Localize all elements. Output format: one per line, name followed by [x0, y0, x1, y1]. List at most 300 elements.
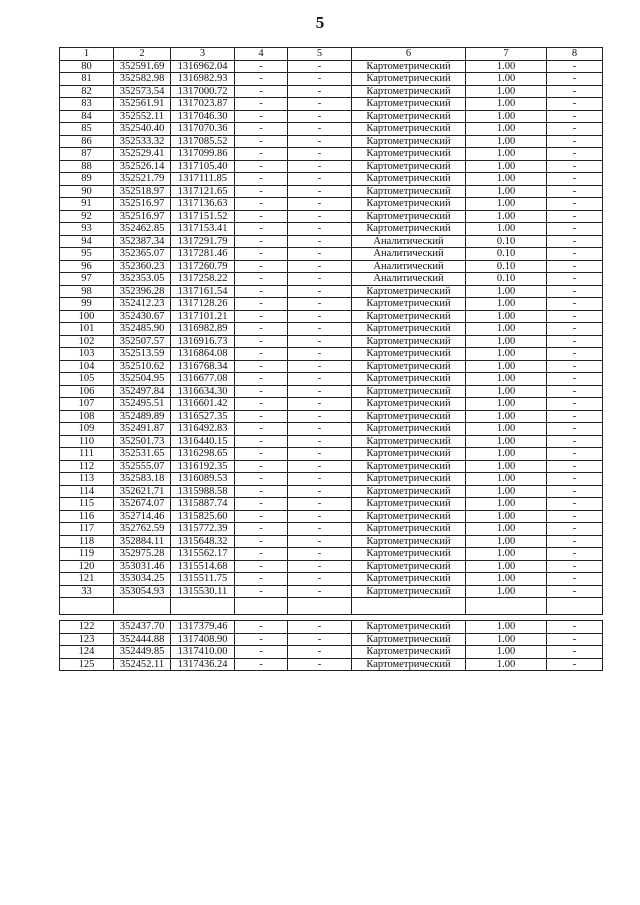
table-row	[60, 373, 603, 386]
table-cell: Картометрический	[352, 410, 466, 423]
table-cell: 110	[60, 435, 114, 448]
table-row	[60, 198, 603, 211]
table-cell: 352412.23	[114, 298, 171, 311]
table-cell: Картометрический	[352, 585, 466, 598]
table-cell: -	[235, 460, 288, 473]
table-cell: 116	[60, 510, 114, 523]
table-cell: Картометрический	[352, 298, 466, 311]
table-cell: 117	[60, 523, 114, 536]
table-cell: 352518.97	[114, 185, 171, 198]
table-row	[60, 658, 603, 671]
table-cell: 1315530.11	[171, 585, 235, 598]
table-cell: 0.10	[466, 273, 547, 286]
table-cell: -	[288, 110, 352, 123]
table-cell: -	[288, 585, 352, 598]
table-cell: 83	[60, 98, 114, 111]
table-cell: 353034.25	[114, 573, 171, 586]
table-cell: 1317161.54	[171, 285, 235, 298]
table-cell: -	[235, 285, 288, 298]
table-cell: Картометрический	[352, 148, 466, 161]
table-cell: -	[547, 185, 603, 198]
table-cell: Картометрический	[352, 160, 466, 173]
table-cell: -	[547, 423, 603, 436]
table-cell: -	[288, 423, 352, 436]
table-cell: 1317379.46	[171, 621, 235, 634]
table-cell: -	[235, 60, 288, 73]
table-row	[60, 60, 603, 73]
table-cell: 352533.32	[114, 135, 171, 148]
table-cell: -	[288, 658, 352, 671]
table-cell: -	[235, 323, 288, 336]
table-row	[60, 173, 603, 186]
table-cell: -	[547, 373, 603, 386]
table-row	[60, 185, 603, 198]
table-cell: Картометрический	[352, 435, 466, 448]
table-cell: Картометрический	[352, 60, 466, 73]
table-cell: 1315887.74	[171, 498, 235, 511]
table-cell: 1315562.17	[171, 548, 235, 561]
table-cell: 1.00	[466, 110, 547, 123]
table-cell: 352521.79	[114, 173, 171, 186]
table-cell: 98	[60, 285, 114, 298]
table-cell: 1.00	[466, 123, 547, 136]
table-cell: Картометрический	[352, 323, 466, 336]
table-cell: -	[547, 548, 603, 561]
table-row	[60, 248, 603, 261]
table-cell: 352555.07	[114, 460, 171, 473]
table-cell: -	[235, 485, 288, 498]
table-cell: Картометрический	[352, 485, 466, 498]
table-cell: -	[547, 560, 603, 573]
table-cell: -	[547, 273, 603, 286]
table-cell: -	[288, 235, 352, 248]
table-cell: 1317260.79	[171, 260, 235, 273]
page-number: 5	[315, 13, 325, 32]
column-header: 5	[288, 48, 352, 61]
table-cell: Картометрический	[352, 448, 466, 461]
table-cell: 1317136.63	[171, 198, 235, 211]
table-cell: 352674.07	[114, 498, 171, 511]
table-cell: -	[547, 473, 603, 486]
table-cell: 115	[60, 498, 114, 511]
table-cell: 1.00	[466, 185, 547, 198]
table-cell: 352437.70	[114, 621, 171, 634]
table-cell: -	[547, 385, 603, 398]
table-row	[60, 210, 603, 223]
table-cell: 1.00	[466, 573, 547, 586]
table-cell: 1316677.08	[171, 373, 235, 386]
table-cell: 1317281.46	[171, 248, 235, 261]
table-cell: 352529.41	[114, 148, 171, 161]
table-cell: 352516.97	[114, 210, 171, 223]
table-cell: -	[235, 348, 288, 361]
table-cell: Картометрический	[352, 335, 466, 348]
table-row	[60, 646, 603, 659]
table-cell: Аналитический	[352, 260, 466, 273]
table-cell: 352552.11	[114, 110, 171, 123]
table-cell: 96	[60, 260, 114, 273]
table-cell: 352540.40	[114, 123, 171, 136]
table-cell: 87	[60, 148, 114, 161]
table-cell: 1.00	[466, 135, 547, 148]
table-cell: -	[235, 360, 288, 373]
table-cell: Картометрический	[352, 498, 466, 511]
table-cell: -	[547, 448, 603, 461]
table-row	[60, 423, 603, 436]
table-cell: -	[235, 210, 288, 223]
table-cell: 1.00	[466, 498, 547, 511]
table-cell: -	[547, 398, 603, 411]
table-cell: 1316089.53	[171, 473, 235, 486]
table-cell: 352444.88	[114, 633, 171, 646]
table-cell: Картометрический	[352, 85, 466, 98]
table-cell: 1.00	[466, 410, 547, 423]
table-cell: 97	[60, 273, 114, 286]
table-cell: Картометрический	[352, 385, 466, 398]
table-cell: 1315511.75	[171, 573, 235, 586]
table-cell: -	[547, 646, 603, 659]
table-header-row	[60, 48, 603, 61]
table-cell: 91	[60, 198, 114, 211]
table-cell: 1317105.40	[171, 160, 235, 173]
table-cell: -	[235, 98, 288, 111]
table-cell: 352561.91	[114, 98, 171, 111]
table-cell: 1316601.42	[171, 398, 235, 411]
table-cell: 352504.95	[114, 373, 171, 386]
table-cell: 1.00	[466, 460, 547, 473]
table-row	[60, 85, 603, 98]
table-cell: -	[235, 73, 288, 86]
table-cell: Аналитический	[352, 235, 466, 248]
table-cell: Картометрический	[352, 633, 466, 646]
table-cell: 1.00	[466, 646, 547, 659]
table-row	[60, 235, 603, 248]
table-cell: -	[547, 573, 603, 586]
table-cell: 352884.11	[114, 535, 171, 548]
table-cell: -	[235, 510, 288, 523]
table-cell: 102	[60, 335, 114, 348]
table-cell: 112	[60, 460, 114, 473]
table-cell: 1317151.52	[171, 210, 235, 223]
table-cell: -	[547, 198, 603, 211]
table-cell: 1.00	[466, 148, 547, 161]
table-cell: 353054.93	[114, 585, 171, 598]
table-cell: 122	[60, 621, 114, 634]
table-cell: -	[547, 210, 603, 223]
table-row	[60, 473, 603, 486]
table-cell: 1317258.22	[171, 273, 235, 286]
table-cell: -	[288, 123, 352, 136]
table-row	[60, 523, 603, 536]
table-cell: -	[235, 398, 288, 411]
table-cell: 352387.34	[114, 235, 171, 248]
table-cell: -	[288, 260, 352, 273]
table-cell: -	[288, 360, 352, 373]
table-cell: -	[288, 435, 352, 448]
table-cell: -	[288, 448, 352, 461]
table-cell: 106	[60, 385, 114, 398]
table-cell: -	[547, 160, 603, 173]
table-row	[60, 460, 603, 473]
table-cell: -	[235, 373, 288, 386]
table-cell: -	[288, 498, 352, 511]
table-cell: 1.00	[466, 585, 547, 598]
table-cell: 1316440.15	[171, 435, 235, 448]
table-cell: 1.00	[466, 98, 547, 111]
table-cell: -	[235, 85, 288, 98]
table-cell: -	[547, 485, 603, 498]
table-cell: Картометрический	[352, 510, 466, 523]
table-cell: -	[288, 148, 352, 161]
table-cell: -	[288, 98, 352, 111]
table-cell: 352507.57	[114, 335, 171, 348]
table-row	[60, 73, 603, 86]
table-cell: -	[288, 573, 352, 586]
table-cell: 101	[60, 323, 114, 336]
table-cell: Картометрический	[352, 73, 466, 86]
table-cell: 88	[60, 160, 114, 173]
table-cell: Картометрический	[352, 373, 466, 386]
table-cell: 1316962.04	[171, 60, 235, 73]
table-cell: Картометрический	[352, 110, 466, 123]
table-cell: -	[547, 460, 603, 473]
table-cell: 1316492.83	[171, 423, 235, 436]
table-cell: 352510.62	[114, 360, 171, 373]
table-cell: Аналитический	[352, 248, 466, 261]
table-cell: -	[235, 148, 288, 161]
table-cell: -	[547, 298, 603, 311]
table-cell: 1.00	[466, 535, 547, 548]
table-cell: 352360.23	[114, 260, 171, 273]
table-cell: 352714.46	[114, 510, 171, 523]
table-cell: 1317099.86	[171, 148, 235, 161]
table-row	[60, 448, 603, 461]
table-cell: 100	[60, 310, 114, 323]
table-cell: 1.00	[466, 485, 547, 498]
table-cell: -	[288, 85, 352, 98]
table-cell: -	[288, 198, 352, 211]
table-cell: 1317408.90	[171, 633, 235, 646]
table-cell: 1317085.52	[171, 135, 235, 148]
table-cell: -	[235, 273, 288, 286]
table-cell: Картометрический	[352, 646, 466, 659]
table-row	[60, 535, 603, 548]
table-cell: 1.00	[466, 658, 547, 671]
table-cell: -	[235, 135, 288, 148]
table-cell: 1.00	[466, 560, 547, 573]
table-cell: 1315514.68	[171, 560, 235, 573]
table-cell: -	[235, 435, 288, 448]
table-cell: -	[235, 298, 288, 311]
table-cell: -	[288, 348, 352, 361]
table-cell: -	[288, 385, 352, 398]
table-cell: 1.00	[466, 173, 547, 186]
table-cell: -	[547, 148, 603, 161]
table-cell: 95	[60, 248, 114, 261]
table-cell: 352591.69	[114, 60, 171, 73]
table-cell: 1316192.35	[171, 460, 235, 473]
table-cell: -	[288, 135, 352, 148]
table-cell: Картометрический	[352, 223, 466, 236]
table-cell: 352449.85	[114, 646, 171, 659]
table-cell: 1.00	[466, 223, 547, 236]
table-cell: -	[288, 621, 352, 634]
table-cell: -	[547, 323, 603, 336]
table-cell: -	[235, 658, 288, 671]
table-cell: -	[288, 210, 352, 223]
table-cell: 352489.89	[114, 410, 171, 423]
table-cell: 121	[60, 573, 114, 586]
table-cell: 0.10	[466, 248, 547, 261]
table-row	[60, 498, 603, 511]
table-body-secondary	[60, 621, 603, 671]
table-cell: 352501.73	[114, 435, 171, 448]
table-cell: 1.00	[466, 435, 547, 448]
table-cell: -	[547, 585, 603, 598]
table-cell: -	[547, 235, 603, 248]
table-cell: -	[235, 173, 288, 186]
table-cell: -	[288, 298, 352, 311]
table-cell: 1316982.89	[171, 323, 235, 336]
table-cell: -	[288, 523, 352, 536]
table-cell: Картометрический	[352, 535, 466, 548]
table-cell: 1.00	[466, 398, 547, 411]
table-cell: -	[288, 323, 352, 336]
table-cell: -	[547, 633, 603, 646]
table-cell: -	[235, 560, 288, 573]
table-cell: 125	[60, 658, 114, 671]
table-cell: Картометрический	[352, 98, 466, 111]
table-cell: -	[235, 523, 288, 536]
table-row	[60, 585, 603, 598]
table-cell: Картометрический	[352, 460, 466, 473]
table-separator	[60, 598, 603, 621]
table-cell: Аналитический	[352, 273, 466, 286]
table-cell: -	[235, 633, 288, 646]
table-row	[60, 310, 603, 323]
table-row	[60, 385, 603, 398]
table-cell: Картометрический	[352, 658, 466, 671]
table-cell: 1316768.34	[171, 360, 235, 373]
table-cell: -	[547, 310, 603, 323]
coordinates-table	[59, 47, 603, 671]
table-cell: 119	[60, 548, 114, 561]
table-cell: 1.00	[466, 298, 547, 311]
table-cell: -	[235, 498, 288, 511]
table-cell: -	[288, 285, 352, 298]
table-row	[60, 260, 603, 273]
table-cell: 82	[60, 85, 114, 98]
table-cell: 1.00	[466, 448, 547, 461]
table-cell: 93	[60, 223, 114, 236]
table-cell: Картометрический	[352, 573, 466, 586]
table-cell: 1316634.30	[171, 385, 235, 398]
table-cell: 1.00	[466, 310, 547, 323]
table-cell: 352531.65	[114, 448, 171, 461]
table-cell: 1316298.65	[171, 448, 235, 461]
table-cell: Картометрический	[352, 123, 466, 136]
table-cell: 1316864.08	[171, 348, 235, 361]
table-cell: 124	[60, 646, 114, 659]
table-cell: -	[235, 123, 288, 136]
table-cell: 1.00	[466, 348, 547, 361]
table-cell: 1317410.00	[171, 646, 235, 659]
table-cell: 353031.46	[114, 560, 171, 573]
table-cell: Картометрический	[352, 548, 466, 561]
table-cell: -	[547, 135, 603, 148]
table-cell: -	[235, 585, 288, 598]
column-header: 3	[171, 48, 235, 61]
table-cell: -	[288, 560, 352, 573]
table-row	[60, 485, 603, 498]
table-cell: 352495.51	[114, 398, 171, 411]
table-cell: -	[235, 160, 288, 173]
table-cell: -	[235, 385, 288, 398]
table-cell: -	[288, 633, 352, 646]
table-cell: -	[547, 621, 603, 634]
table-cell: Картометрический	[352, 398, 466, 411]
table-cell: -	[547, 410, 603, 423]
table-cell: 1.00	[466, 160, 547, 173]
table-cell: 1315825.60	[171, 510, 235, 523]
table-cell: 1.00	[466, 360, 547, 373]
table-cell: Картометрический	[352, 473, 466, 486]
table-cell: 1317101.21	[171, 310, 235, 323]
table-cell: -	[235, 260, 288, 273]
table-cell: 103	[60, 348, 114, 361]
table-cell: 1.00	[466, 510, 547, 523]
table-cell: -	[288, 248, 352, 261]
table-cell: -	[288, 485, 352, 498]
table-row	[60, 510, 603, 523]
table-cell: 352365.07	[114, 248, 171, 261]
table-cell: -	[288, 373, 352, 386]
table-cell: -	[547, 173, 603, 186]
table-cell: 84	[60, 110, 114, 123]
table-cell: -	[235, 310, 288, 323]
table-cell: -	[288, 535, 352, 548]
table-cell: 352582.98	[114, 73, 171, 86]
table-cell: -	[288, 460, 352, 473]
table-cell: -	[235, 423, 288, 436]
table-cell: 1.00	[466, 473, 547, 486]
table-cell: Картометрический	[352, 360, 466, 373]
table-cell: -	[235, 573, 288, 586]
table-cell: -	[235, 110, 288, 123]
table-row	[60, 560, 603, 573]
table-cell: 352430.67	[114, 310, 171, 323]
table-cell: 86	[60, 135, 114, 148]
table-cell: 352497.84	[114, 385, 171, 398]
table-cell: 1.00	[466, 198, 547, 211]
table-cell: 1.00	[466, 373, 547, 386]
table-cell: -	[288, 473, 352, 486]
table-cell: -	[288, 335, 352, 348]
table-cell: 94	[60, 235, 114, 248]
table-cell: 1317070.36	[171, 123, 235, 136]
table-cell: -	[547, 510, 603, 523]
table-cell: 352513.59	[114, 348, 171, 361]
table-cell: -	[288, 510, 352, 523]
table-cell: -	[235, 248, 288, 261]
table-cell: 1317121.65	[171, 185, 235, 198]
table-cell: -	[235, 410, 288, 423]
table-cell: -	[547, 435, 603, 448]
table-cell: -	[235, 185, 288, 198]
table-row	[60, 573, 603, 586]
table-cell: 352526.14	[114, 160, 171, 173]
table-cell: Картометрический	[352, 135, 466, 148]
